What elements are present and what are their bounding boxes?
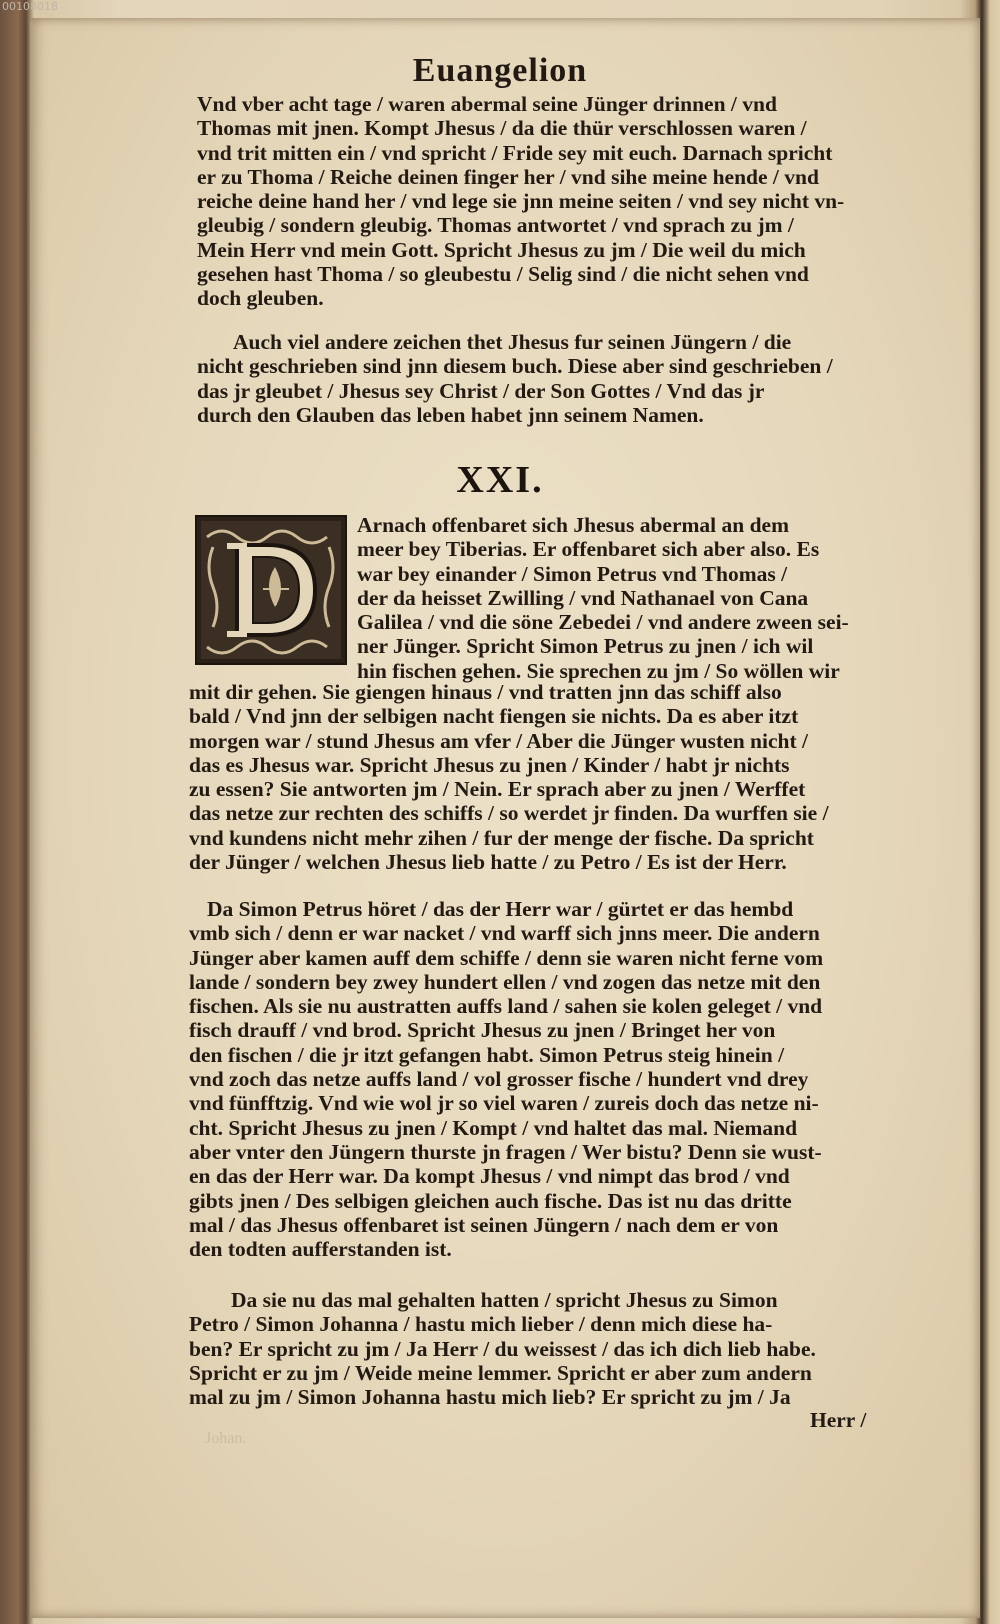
text-line: lande / sondern bey zwey hundert ellen / vnd zogen das netze mit den xyxy=(189,969,821,994)
text-line: en das der Herr war. Da kompt Jhesus / vnd nimpt das brod / vnd xyxy=(189,1164,790,1189)
text-line: vnd zoch das netze auffs land / vol grosser fische / hundert vnd drey xyxy=(189,1067,809,1092)
text-line: mal zu jm / Simon Johanna hastu mich lieb? Er spricht zu jm / Ja xyxy=(189,1385,791,1410)
paragraph-2 xyxy=(197,330,833,427)
text-line: durch den Glauben das leben habet jnn seinem Namen. xyxy=(197,402,704,427)
text-line: vnd kundens nicht mehr zihen / fur der menge der fische. Da spricht xyxy=(189,825,814,850)
text-line: das es Jhesus war. Spricht Jhesus zu jnen / Kinder / habt jr nichts xyxy=(189,752,790,777)
text-line: vmb sich / denn er war nacket / vnd warff sich jnns meer. Die andern xyxy=(189,921,820,946)
text-line: vnd fünfftzig. Vnd wie wol jr so viel waren / zureis doch das netze ni- xyxy=(189,1091,819,1116)
text-line: reiche deine hand her / vnd lege sie jnn meine seiten / vnd sey nicht vn- xyxy=(197,189,845,214)
text-line: Auch viel andere zeichen thet Jhesus fur seinen Jüngern / die xyxy=(233,330,792,354)
paragraph-5 xyxy=(189,1288,816,1409)
paragraph-4 xyxy=(189,897,823,1261)
text-line: Arnach offenbaret sich Jhesus abermal an dem xyxy=(357,513,789,537)
paragraph-1 xyxy=(197,92,844,311)
woodcut-initial-d-icon xyxy=(197,517,345,663)
text-line: den fischen / die jr itzt gefangen habt. Simon Petrus steig hinein / xyxy=(189,1042,785,1067)
text-line: gleubig / sondern gleubig. Thomas antwortet / vnd sprach zu jm / xyxy=(197,213,794,238)
text-line: cht. Spricht Jhesus zu jnen / Kompt / vnd haltet das mal. Niemand xyxy=(189,1115,798,1140)
bleed-through-text: Johan. xyxy=(205,1430,247,1447)
catalog-number: 00108018 xyxy=(2,0,58,13)
text-line: hin fischen gehen. Sie sprechen zu jm / So wöllen wir xyxy=(357,658,840,683)
text-line: der da heisset Zwilling / vnd Nathanael von Cana xyxy=(357,585,809,610)
text-line: aber vnter den Jüngern thurste jn fragen / Wer bistu? Denn sie wust- xyxy=(189,1139,822,1164)
text-line: gibts jnen / Des selbigen gleichen auch fische. Das ist nu das dritte xyxy=(189,1188,792,1213)
text-line: den todten aufferstanden ist. xyxy=(189,1237,452,1262)
paragraph-3-continued xyxy=(189,680,829,874)
text-line: Galilea / vnd die söne Zebedei / vnd andere zween sei- xyxy=(357,610,849,635)
text-line: Thomas mit jnen. Kompt Jhesus / da die thür verschlossen waren / xyxy=(197,116,807,141)
text-line: bald / Vnd jnn der selbigen nacht fiengen sie nichts. Da es aber itzt xyxy=(189,704,799,729)
text-line: fischen. Als sie nu austratten auffs land / sahen sie kolen geleget / vnd xyxy=(189,994,823,1019)
text-line: vnd trit mitten ein / vnd spricht / Fride sey mit euch. Darnach spricht xyxy=(197,140,833,165)
running-header: Euangelion xyxy=(412,52,588,89)
text-line: Vnd vber acht tage / waren abermal seine Jünger drinnen / vnd xyxy=(197,92,777,116)
text-line: das netze zur rechten des schiffs / so werdet jr finden. Da wurffen sie / xyxy=(189,801,829,826)
text-line: Da Simon Petrus höret / das der Herr war / gürtet er das hembd xyxy=(207,897,794,921)
text-line: nicht geschrieben sind jnn diesem buch. Diese aber sind geschrieben / xyxy=(197,354,833,379)
text-line: ner Jünger. Spricht Simon Petrus zu jnen / ich wil xyxy=(357,634,814,659)
paragraph-3-indented xyxy=(357,513,849,683)
decorated-initial xyxy=(195,515,347,665)
text-line: Da sie nu das mal gehalten hatten / spricht Jhesus zu Simon xyxy=(231,1288,778,1312)
text-line: Spricht er zu jm / Weide meine lemmer. Spricht er aber zum andern xyxy=(189,1360,812,1385)
text-line: fisch drauff / vnd brod. Spricht Jhesus zu jnen / Bringet her von xyxy=(189,1018,776,1043)
text-line: Mein Herr vnd mein Gott. Spricht Jhesus zu jm / Die weil du mich xyxy=(197,237,806,262)
text-line: morgen war / stund Jhesus am vfer / Aber die Jünger wusten nicht / xyxy=(189,728,808,753)
text-line: zu essen? Sie antworten jm / Nein. Er sprach aber zu jnen / Werffet xyxy=(189,777,806,802)
catchword: Herr / xyxy=(810,1408,867,1432)
text-line: Jünger aber kamen auff dem schiffe / denn sie waren nicht ferne vom xyxy=(189,945,824,970)
text-line: meer bey Tiberias. Er offenbaret sich aber also. Es xyxy=(357,537,820,562)
text-line: mal / das Jhesus offenbaret ist seinen Jüngern / nach dem er von xyxy=(189,1212,779,1237)
text-line: der Jünger / welchen Jhesus lieb hatte / zu Petro / Es ist der Herr. xyxy=(189,850,787,875)
text-line: er zu Thoma / Reiche deinen finger her / vnd sihe meine hende / vnd xyxy=(197,164,819,189)
text-line: gesehen hast Thoma / so gleubestu / Selig sind / die nicht sehen vnd xyxy=(197,262,809,287)
text-line: Petro / Simon Johanna / hastu mich lieber / denn mich diese ha- xyxy=(189,1312,773,1337)
text-line: mit dir gehen. Sie giengen hinaus / vnd tratten jnn das schiff also xyxy=(189,680,782,704)
text-line: das jr gleubet / Jhesus sey Christ / der Son Gottes / Vnd das jr xyxy=(197,378,765,403)
chapter-heading: XXI. xyxy=(456,459,544,501)
text-line: war bey einander / Simon Petrus vnd Thomas / xyxy=(357,561,788,586)
text-line: doch gleuben. xyxy=(197,286,324,311)
text-line: ben? Er spricht zu jm / Ja Herr / du weissest / das ich dich lieb habe. xyxy=(189,1336,816,1361)
